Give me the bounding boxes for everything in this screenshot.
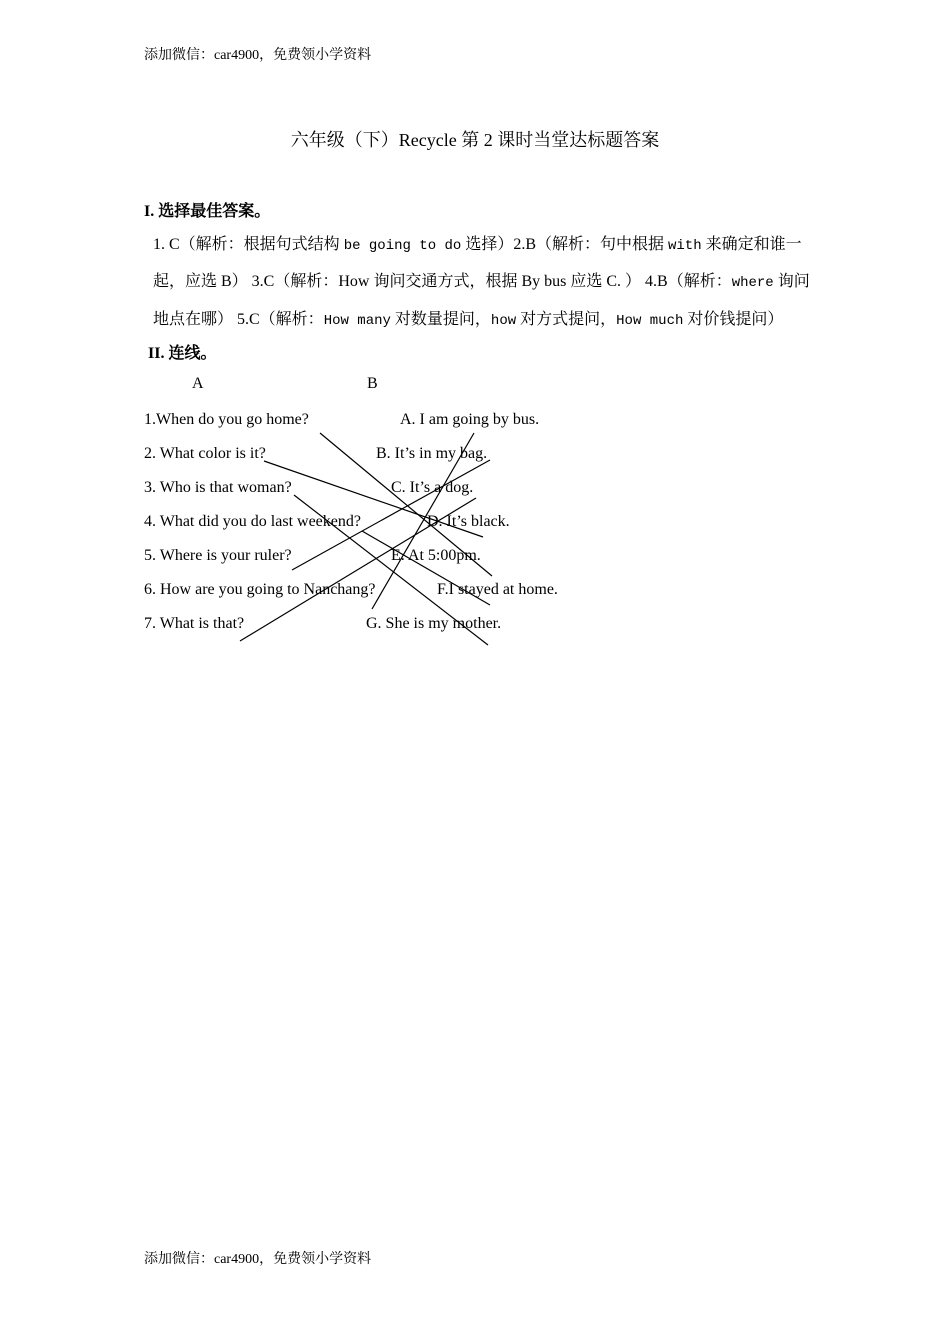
column-a-label: A bbox=[192, 375, 204, 392]
answer-text: 对数量提问， bbox=[390, 311, 491, 328]
answer-option-a: A. I am going by bus. bbox=[400, 411, 540, 428]
answer-text: 地点在哪） 5.C（解析： bbox=[153, 311, 324, 328]
answer-code: with bbox=[668, 238, 702, 254]
question-2: 2. What color is it? bbox=[144, 445, 266, 462]
column-b-label: B bbox=[367, 375, 378, 392]
answer-code: How many bbox=[323, 313, 391, 329]
answer-text: 选择）2.B（解析：句中根据 bbox=[461, 236, 668, 253]
answer-text: 起，应选 B） 3.C（解析：How 询问交通方式，根据 By bus 应选 C. ） 4.B（解析： bbox=[153, 273, 732, 290]
match-line-2 bbox=[264, 461, 483, 537]
question-3: 3. Who is that woman? bbox=[144, 479, 292, 496]
answer-code: where bbox=[731, 275, 774, 291]
page-header: 添加微信：car4900，免费领小学资料 bbox=[144, 48, 372, 63]
match-line-5 bbox=[292, 460, 490, 570]
answer-text: 对方式提问， bbox=[516, 311, 617, 328]
match-line-6 bbox=[372, 433, 474, 609]
match-line-3 bbox=[294, 495, 488, 645]
question-1: 1.When do you go home? bbox=[144, 411, 309, 428]
answer-code: how bbox=[490, 313, 517, 329]
answer-text: 对价钱提问） bbox=[683, 311, 784, 328]
question-6: 6. How are you going to Nanchang? bbox=[144, 581, 376, 598]
answer-text: 询问 bbox=[773, 273, 810, 290]
match-line-7 bbox=[240, 498, 476, 641]
answer-option-c: C. It’s a dog. bbox=[391, 479, 474, 496]
answer-option-d: D. It’s black. bbox=[427, 513, 510, 530]
question-7: 7. What is that? bbox=[144, 615, 245, 632]
answer-code: be going to do bbox=[343, 238, 462, 254]
answer-code: How much bbox=[616, 313, 684, 329]
answer-option-g: G. She is my mother. bbox=[366, 615, 502, 632]
page-title: 六年级（下）Recycle 第 2 课时当堂达标题答案 bbox=[290, 130, 660, 150]
answer-option-e: E. At 5:00pm. bbox=[391, 547, 481, 564]
question-4: 4. What did you do last weekend? bbox=[144, 513, 361, 530]
section2-heading: II. 连线。 bbox=[148, 345, 217, 362]
question-5: 5. Where is your ruler? bbox=[144, 547, 292, 564]
answer-text: 来确定和谁一 bbox=[701, 236, 802, 253]
section1-heading: I. 选择最佳答案。 bbox=[144, 203, 271, 220]
answer-text: 1. C（解析：根据句式结构 bbox=[153, 236, 344, 253]
answer-option-f: F.I stayed at home. bbox=[437, 581, 558, 598]
answer-option-b: B. It’s in my bag. bbox=[376, 445, 488, 462]
page-footer: 添加微信：car4900，免费领小学资料 bbox=[144, 1252, 372, 1267]
